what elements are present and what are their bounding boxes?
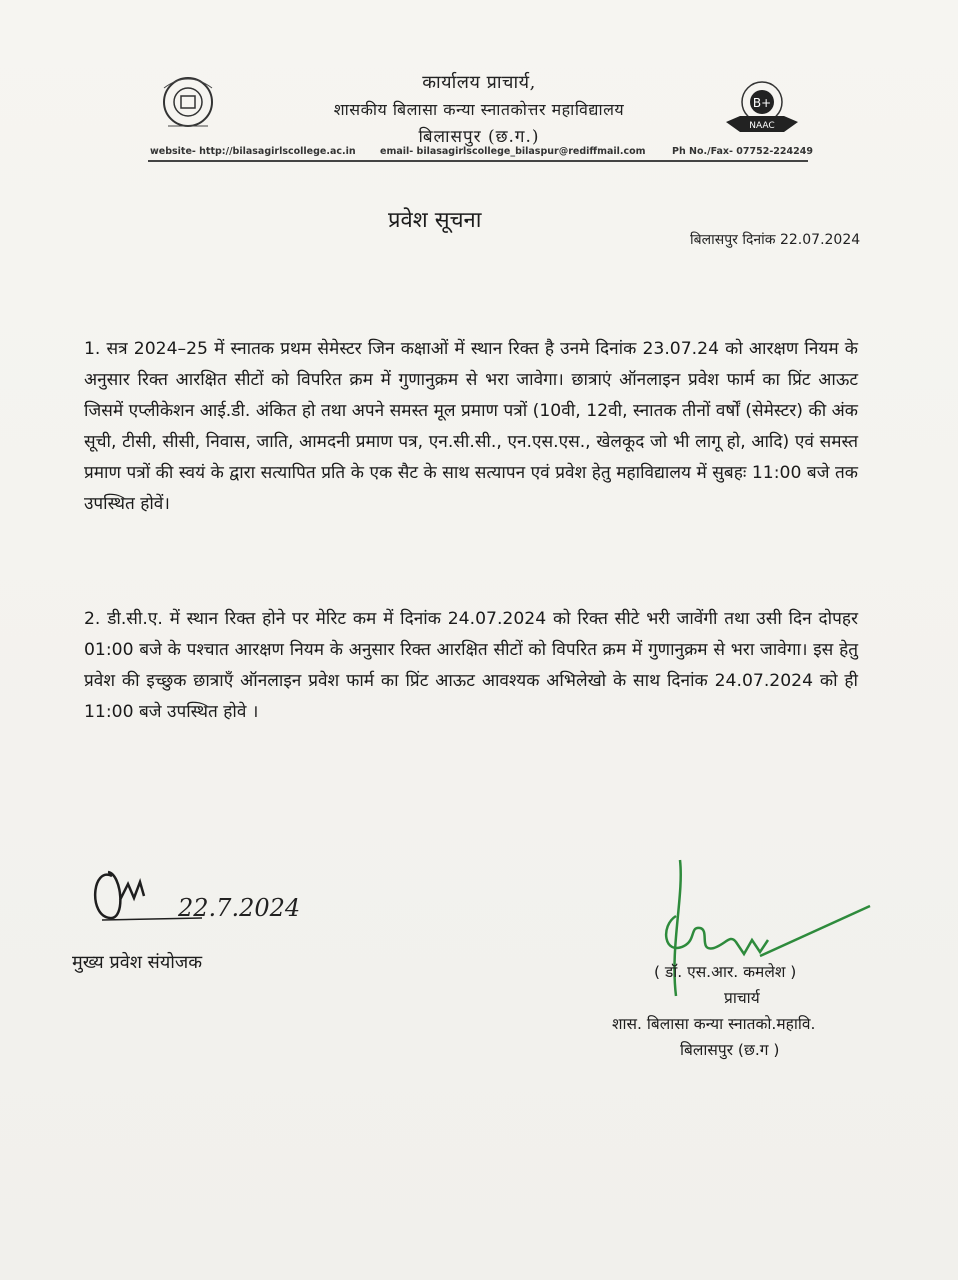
notice-paragraph-1: 1. सत्र 2024–25 में स्नातक प्रथम सेमेस्टर जिन कक्षाओं में स्थान रिक्त है उनमे दिनांक 23.07.24 को आरक्षण नियम के अनुसार रिक्त आरक्षित सीटों को विपरित क्रम में गुणानुक्रम से भरा जावेगा। छात्राएं ऑनलाइन प्रवेश फार्म का प्रिंट आऊट जिसमें एप्लीकेशन आई.डी. अंकित हो तथा अपने समस्त मूल प्रमाण पत्रों (10वी, 12वी, स्नातक तीनों वर्षों (सेमेस्टर) की अंक सूची, टीसी, सीसी, निवास, जाति, आमदनी प्रमाण पत्र, एन.सी.सी., एन.एस.एस., खेलकूद जो भी लागू हो, आदि) एवं समस्त प्रमाण पत्रों की स्वयं के द्वारा सत्यापित प्रति के एक सैट के साथ सत्यापन एवं प्रवेश हेतु महाविद्यालय में सुबहः 11:00 बजे तक उपस्थित होवें। <box>84 339 858 514</box>
notice-date: बिलासपुर दिनांक 22.07.2024 <box>690 232 861 248</box>
letterhead-city: बिलासपुर (छ.ग.) <box>418 127 540 147</box>
letterhead-office: कार्यालय प्राचार्य, <box>422 72 536 93</box>
email-text: email- bilasagirlscollege_bilaspur@rediffmail.com <box>380 146 646 157</box>
notice-paragraph-2: 2. डी.सी.ए. में स्थान रिक्त होने पर मेरिट कम में दिनांक 24.07.2024 को रिक्त सीटे भरी जावेंगी तथा उसी दिन दोपहर 01:00 बजे के पश्चात आरक्षण नियम के अनुसार रिक्त आरक्षित सीटों को विपरित क्रम में गुणानुक्रम से भरा जावेगा। इस हेतु प्रवेश की इच्छुक छात्राएँ ऑनलाइन प्रवेश फार्म का प्रिंट आऊट आवश्यक अभिलेखो के साथ दिनांक 24.07.2024 को ही 11:00 बजे उपस्थित होवे । <box>84 609 858 722</box>
handwritten-date: 22.7.2024 <box>178 894 301 922</box>
badge-naac: NAAC <box>749 121 775 131</box>
principal-title: प्राचार्य <box>724 989 760 1007</box>
letterhead-divider <box>148 160 808 162</box>
phone-text: Ph No./Fax- 07752-224249 <box>672 146 813 157</box>
principal-signature <box>640 856 880 1026</box>
letterhead-college: शासकीय बिलासा कन्या स्नातकोत्तर महाविद्यालय <box>333 100 625 119</box>
naac-badge-icon <box>720 76 804 142</box>
principal-name: ( डॉ. एस.आर. कमलेश ) <box>654 963 797 981</box>
notice-title: प्रवेश सूचना <box>388 208 482 233</box>
coordinator-title: मुख्य प्रवेश संयोजक <box>72 952 203 973</box>
badge-grade: B+ <box>752 96 772 110</box>
principal-city: बिलासपुर (छ.ग ) <box>680 1041 780 1059</box>
coordinator-signature <box>82 856 332 936</box>
website-text: website- http://bilasagirlscollege.ac.in <box>150 146 356 157</box>
principal-institution: शास. बिलासा कन्या स्नातको.महावि. <box>612 1015 816 1033</box>
